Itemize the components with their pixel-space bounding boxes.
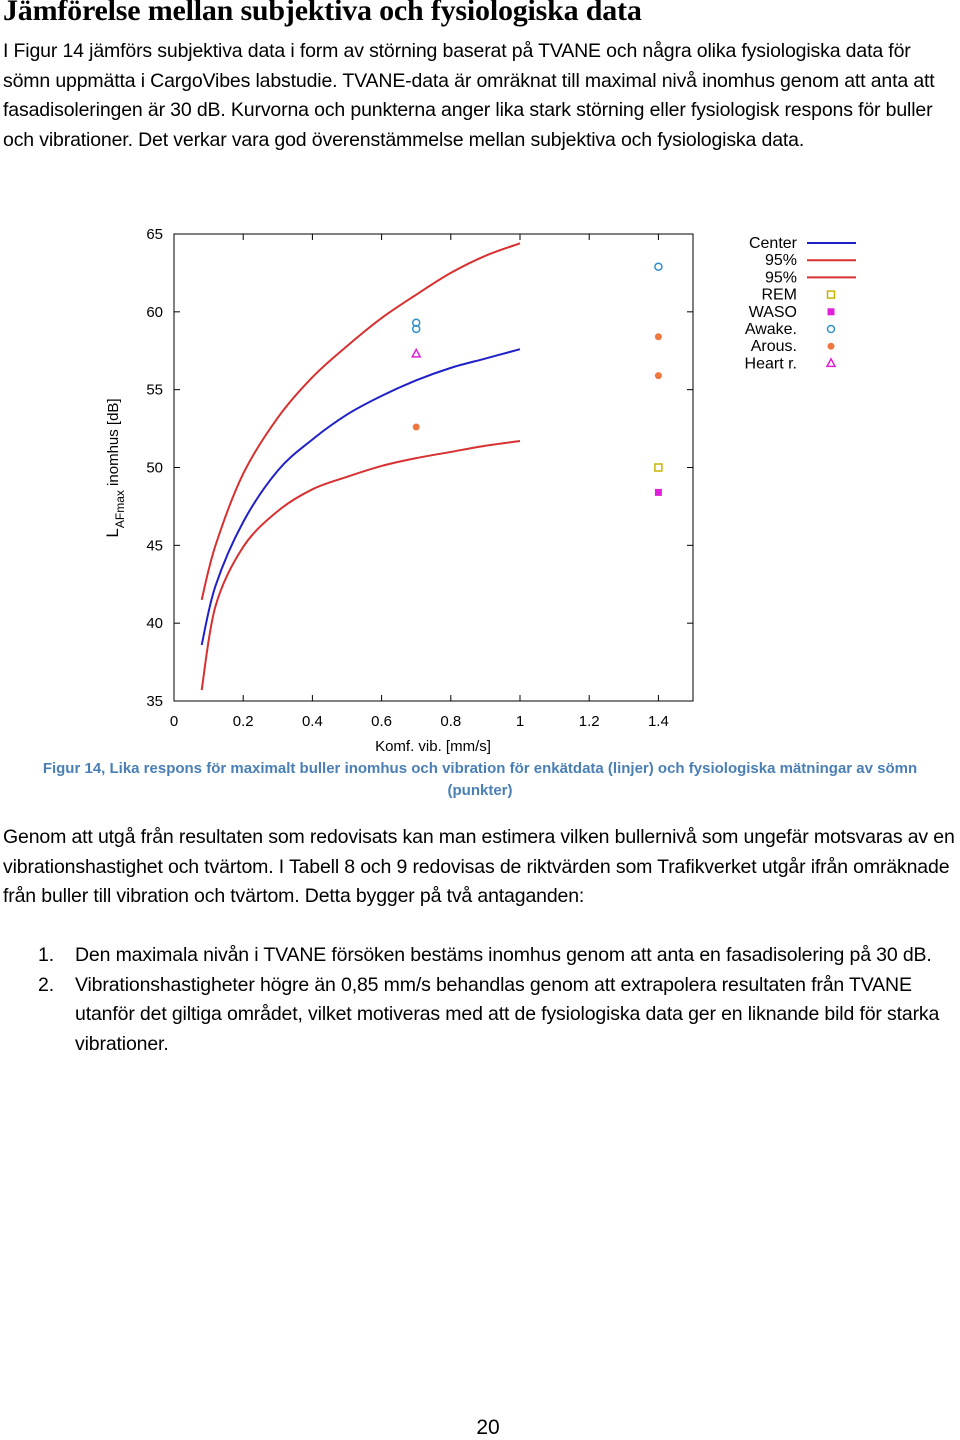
legend-swatch-awake (828, 326, 835, 333)
legend-label-arous: Arous. (750, 338, 797, 356)
data-point-awake (655, 263, 662, 270)
y-tick-label: 55 (146, 381, 163, 399)
legend-label-waso: WASO (748, 303, 797, 321)
legend-swatch-heart-r (827, 359, 835, 367)
x-tick-label: 0 (169, 713, 179, 730)
points-layer (412, 263, 662, 496)
x-axis-label: Komf. vib. [mm/s] (375, 738, 491, 755)
x-tick-label: 0.4 (301, 713, 323, 730)
legend-label-heart-r: Heart r. (744, 355, 797, 373)
section-heading: Jämförelse mellan subjektiva och fysiologiska data (3, 0, 642, 27)
series-line-95-1 (202, 243, 520, 599)
y-tick-label: 60 (146, 303, 163, 321)
axes (146, 226, 693, 730)
data-point-waso (655, 489, 662, 496)
assumptions-list (0, 941, 960, 1059)
data-point-rem (655, 464, 662, 471)
body-paragraph: Genom att utgå från resultaten som redovisats kan man estimera vilken bullernivå som ungefär motsvaras av en vibrationshastighet och tvärtom. I Tabell 8 och 9 redovisas de riktvärden som Trafikverket utgår ifrån omräknade från buller till vibration och tvärtom. Detta bygger på två antaganden: (3, 826, 955, 907)
series-line-center-0 (202, 349, 520, 645)
x-tick-label: 1.2 (578, 713, 600, 730)
list-item-number: 2. (38, 973, 54, 996)
figure-caption: Figur 14, Lika respons för maximalt buller inomhus och vibration för enkätdata (linjer) och fysiologiska mätningar av sömn (punkter) (42, 760, 918, 799)
series-layer (202, 243, 520, 690)
legend-label-awake: Awake. (744, 321, 797, 338)
y-tick-label: 40 (146, 615, 163, 633)
y-axis-label-subscript: AFmax (113, 490, 127, 529)
data-point-arous (413, 424, 420, 431)
intro-paragraph: I Figur 14 jämförs subjektiva data i form av störning baserat på TVANE och några olika fysiologiska data för sömn uppmätta i CargoVibes labstudie. TVANE-data är omräknat till maximal nivå inomhus genom att anta att fasadisoleringen är 30 dB. Kurvorna och punkterna anger lika stark störning eller fysiologisk respons för buller och vibrationer. Det verkar vara god överenstämmelse mellan subjektiva och fysiologiska data. (3, 40, 935, 151)
y-tick-label: 45 (146, 537, 163, 555)
x-tick-label: 0.8 (440, 713, 462, 730)
legend-label-rem: REM (761, 286, 797, 304)
y-tick-label: 65 (146, 226, 163, 243)
legend-label-95: 95% (764, 252, 797, 270)
legend-label-95: 95% (764, 269, 797, 287)
data-point-arous (655, 372, 662, 379)
x-tick-label: 1.4 (647, 713, 669, 730)
y-tick-label: 50 (146, 459, 163, 477)
y-axis-label-main: L (103, 528, 122, 538)
x-tick-label: 0.6 (371, 713, 393, 730)
legend-swatch-arous (828, 343, 835, 350)
plot-frame (174, 234, 693, 701)
list-item (0, 941, 955, 971)
list-item-number: 1. (38, 944, 54, 966)
data-point-arous (655, 333, 662, 340)
legend-label-center: Center (748, 235, 797, 252)
list-item-text: Vibrationshastigheter högre än 0,85 mm/s behandlas genom att extrapolera resultaten från TVANE utanför det giltiga området, vilket motiveras med att de fysiologiska data ger en liknande bild för starka vibrationer. (75, 973, 940, 1055)
data-point-heart-r (412, 349, 420, 357)
y-tick-label: 35 (146, 693, 163, 710)
list-item-text: Den maximala nivån i TVANE försöken bestäms inomhus genom att anta en fasadisolering på 30 dB. (75, 944, 932, 966)
y-axis-label-rest: inomhus [dB] (105, 398, 122, 491)
legend-swatch-waso (828, 308, 835, 315)
legend (745, 235, 856, 372)
x-tick-label: 0.2 (232, 713, 254, 730)
series-line-95-2 (202, 441, 520, 690)
list-item (0, 971, 955, 1060)
page-number: 20 (476, 1416, 500, 1439)
legend-swatch-rem (828, 291, 835, 298)
x-tick-label: 1 (515, 713, 525, 730)
y-axis-label (103, 398, 127, 537)
